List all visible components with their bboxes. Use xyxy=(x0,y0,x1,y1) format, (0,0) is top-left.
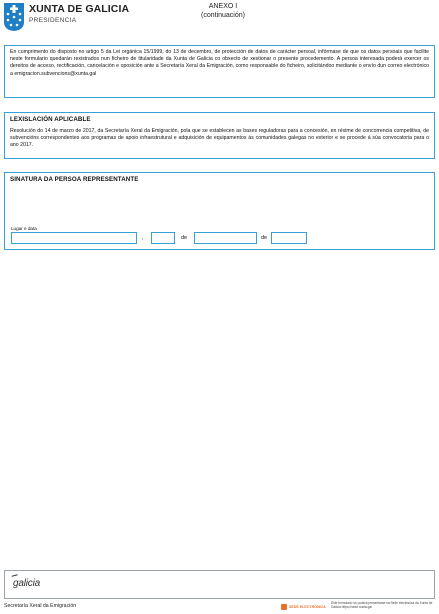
privacy-notice-box xyxy=(4,45,435,98)
day-field[interactable] xyxy=(151,232,175,244)
xunta-coat-of-arms-icon xyxy=(3,2,25,32)
galicia-logo: galicia xyxy=(13,578,40,589)
applicable-law-heading: LEXISLACIÓN APLICABLE xyxy=(10,116,91,123)
page-header xyxy=(0,0,439,38)
privacy-notice-text: En cumprimento do disposto no artigo 5 da Lei orgánica 15/1999, do 13 de decembro, de protección de datos de carácter persoal, infórmase de que os datos persoais que facilite neste formulario quedarán rexistrados nun ficheiro de titularidade da Xunta de Galicia co obxecto de xestionar o presente procedemento. A persoa interesada poderá exercer os dereitos de acceso, rectificación, cancelación e oposición ante a Secretaría Xeral da Emigración, como responsable do ficheiro, solicitándoo mediante o envío dun correo electrónico a emigracion.subvencions@xunta.gal xyxy=(10,49,429,77)
footer-office: Secretaría Xeral da Emigración xyxy=(4,603,77,609)
comma-separator: , xyxy=(142,235,144,241)
sede-electronica-icon xyxy=(281,604,287,610)
month-field[interactable] xyxy=(194,232,257,244)
sede-electronica-badge xyxy=(281,603,326,610)
de-separator-1: de xyxy=(181,235,188,241)
signature-heading: SINATURA DA PERSOA REPRESENTANTE xyxy=(10,176,139,183)
de-separator-2: de xyxy=(261,235,268,241)
annex-subtitle: (continuación) xyxy=(201,12,245,19)
applicable-law-box xyxy=(4,112,435,159)
annex-title-block xyxy=(188,2,258,20)
signature-box xyxy=(4,172,435,250)
applicable-law-text: Resolución do 14 de marzo de 2017, da Secretaría Xeral da Emigración, pola que se establecen as bases reguladoras para a concesión, en réxime de concorrencia competitiva, de subvencións correspondentes aos programas de apoio infraestrutural e adquisición de equipamentos ás comunidades galegas no exterior e se procede á súa convocatoria para o ano 2017. xyxy=(10,128,429,149)
place-date-row xyxy=(5,232,434,246)
org-department: PRESIDENCIA xyxy=(29,17,77,24)
place-date-label: Lugar e data xyxy=(11,226,37,231)
sede-electronica-label: SEDE ELECTRÓNICA xyxy=(289,604,326,609)
annex-title: ANEXO I xyxy=(208,3,238,10)
footer-logo-box xyxy=(4,570,435,599)
org-name: XUNTA DE GALICIA xyxy=(29,3,130,15)
place-field[interactable] xyxy=(11,232,137,244)
footer-note: Este formulario só poderá presentarse na Sede electrónica da Xunta de Galicia https://sede.xunta.gal xyxy=(331,601,433,609)
year-field[interactable] xyxy=(271,232,307,244)
